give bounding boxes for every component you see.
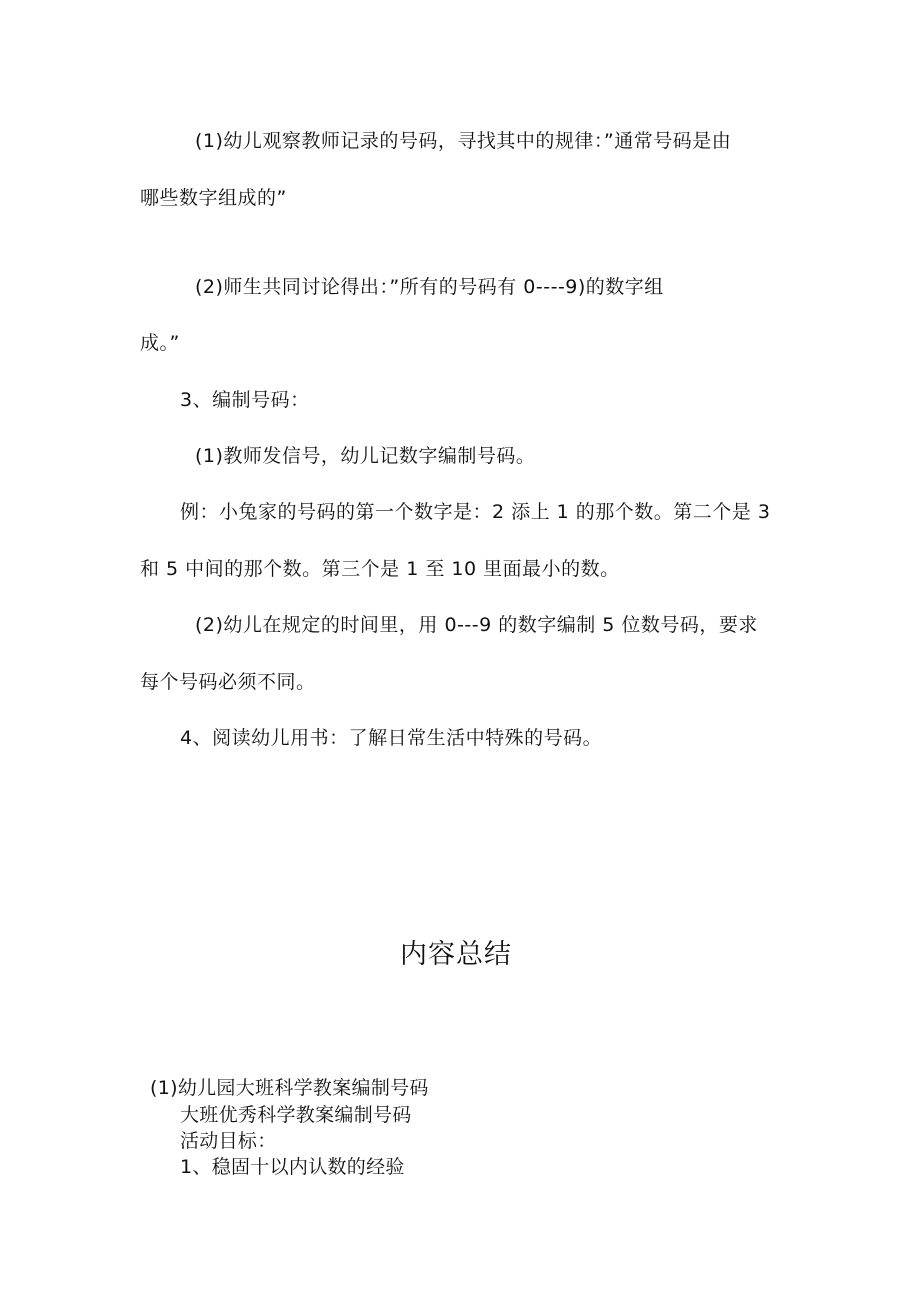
summary-title: 内容总结: [400, 939, 512, 970]
paragraph-compose-line-2: 每个号码必须不同。: [140, 671, 316, 693]
summary-item: 活动目标：: [180, 1130, 277, 1152]
step-3-heading: 3、编制号码：: [180, 389, 310, 411]
paragraph-compose-line-1: (2)幼儿在规定的时间里，用 0---9 的数字编制 5 位数号码，要求: [195, 614, 758, 636]
summary-item: (1)幼儿园大班科学教案编制号码: [150, 1077, 429, 1099]
paragraph-observe-line-1: (1)幼儿观察教师记录的号码，寻找其中的规律：”通常号码是由: [195, 130, 732, 152]
example-line-1: 例：小兔家的号码的第一个数字是：2 添上 1 的那个数。第二个是 3: [180, 501, 771, 523]
paragraph-discuss-line-2: 成。”: [140, 332, 180, 354]
paragraph-signal: (1)教师发信号，幼儿记数字编制号码。: [195, 445, 536, 467]
paragraph-observe-line-2: 哪些数字组成的”: [140, 187, 287, 209]
summary-item: 1、稳固十以内认数的经验: [180, 1156, 405, 1178]
step-4-heading: 4、阅读幼儿用书：了解日常生活中特殊的号码。: [180, 727, 603, 749]
summary-item: 大班优秀科学教案编制号码: [180, 1104, 412, 1126]
example-line-2: 和 5 中间的那个数。第三个是 1 至 10 里面最小的数。: [140, 558, 620, 580]
paragraph-discuss-line-1: (2)师生共同讨论得出：”所有的号码有 0----9)的数字组: [195, 276, 664, 298]
